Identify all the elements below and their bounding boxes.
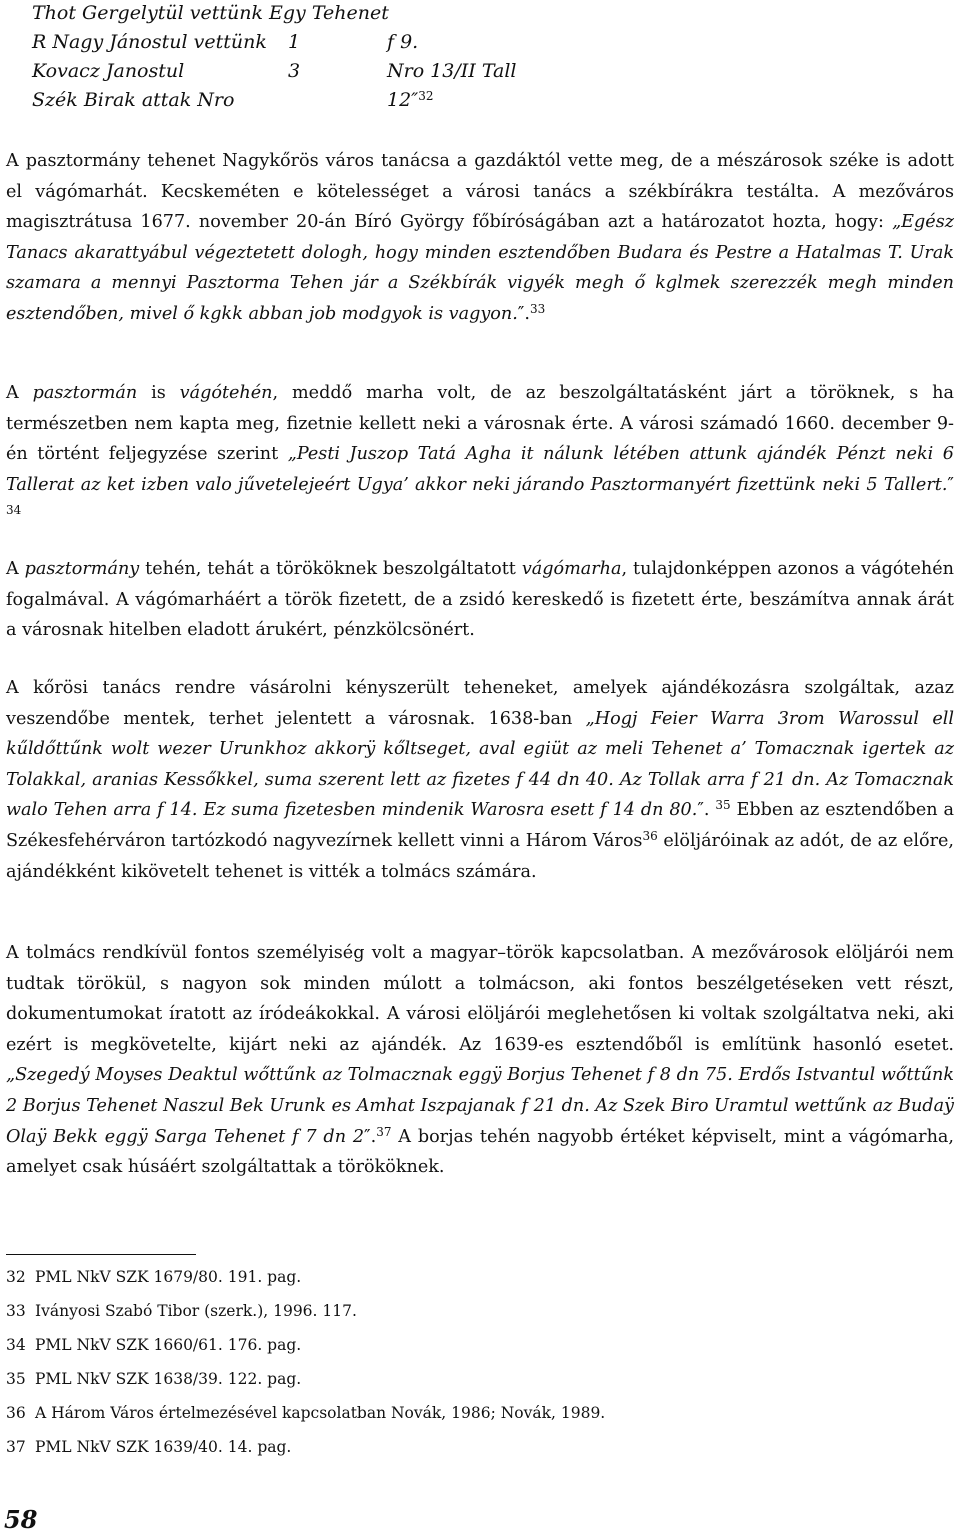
paragraph-text: ″. (517, 303, 530, 324)
italic-term: pasztormán (32, 383, 138, 403)
paragraph-text: ″. (364, 1126, 377, 1147)
quotation: „Egész Tanacs akarattyábul végeztetett dologh, hogy minden esztendőben Budara és Pestre a Hatalmas T. Urak szamara a mennyi Pasztorma Tehen jár a Székbírák vigyék megh ő kglmek szerezzék megh minden esztendőben, mivel ő kgkk abban job modgyok is vagyon. (6, 212, 954, 324)
footnote-text: PML NkV SZK 1639/40. 14. pag. (35, 1438, 292, 1456)
paragraph-text: A borjas tehén nagyobb értéket képviselt, mint a vágómarha, amelyet csak húsáért szolgáltattak a törököknek. (6, 1126, 954, 1178)
ledger-entry-name: R Nagy Jánostul vettünk (32, 31, 267, 53)
paragraph-text: is (137, 383, 180, 403)
footnote-ref[interactable]: 32 (418, 89, 434, 103)
quotation: „Szegedý Moyses Deaktul wőttűnk az Tolmacznak eggÿ Borjus Tehenet f 8 dn 75. Erdős Istvantul wőttűnk 2 Borjus Tehenet Naszul Bek Urunk es Amhat Iszpajanak f 21 dn. Az Szek Biro Uramtul wettűnk az Budaÿ Olaÿ Bekk eggÿ Sarga Tehenet f 7 dn 2 (6, 1065, 954, 1147)
paragraph-text: A tolmács rendkívül fontos személyiség volt a magyar–török kapcsolatban. A mezővárosok elöljárói nem tudtak törökül, s nagyon sok minden múlott a tolmácson, aki fontos beszélgetéseken vett részt, dokumentumokat íratott az íródeákokkal. A városi elöljárói meglehetősen ki voltak szolgáltatva neki, aki ezért is megkövetelte, kijárt neki az ajándék. Az 1639-es esztendőből is említünk hasonló esetet. (6, 943, 954, 1055)
footnote-ref[interactable]: 37 (376, 1124, 392, 1139)
ledger-entry-price (387, 87, 434, 113)
footnote-ref[interactable]: 33 (529, 301, 546, 316)
ledger-entry-quantity: 1 (288, 31, 301, 53)
quotation: „Pesti Juszop Tatá Agha it nálunk létében attunk ajándék Pénzt neki 6 Tallerat az ket izben valo jűvetelejeért Ugya’ akkor neki járando Pasztormanyért fizettünk neki 5 Tallert. (6, 444, 954, 495)
body-paragraph (6, 554, 954, 646)
footnote-number: 37 (6, 1438, 26, 1456)
footnote (6, 1368, 301, 1390)
ledger-entry-quantity: 3 (288, 60, 301, 82)
italic-term: vágótehén (179, 383, 273, 403)
page-number: 58 (4, 1505, 38, 1534)
footnote-text: Iványosi Szabó Tibor (szerk.), 1996. 117. (35, 1302, 357, 1320)
ledger-entry-name: Thot Gergelytül vettünk Egy Tehenet (32, 2, 389, 24)
footnote-number: 34 (6, 1336, 26, 1354)
footnote-number: 33 (6, 1302, 26, 1320)
body-paragraph (6, 673, 954, 887)
footnote (6, 1300, 357, 1322)
italic-term: pasztormány (24, 559, 140, 579)
footnote (6, 1402, 605, 1424)
italic-term: vágómarha (521, 559, 622, 579)
footnote-text: PML NkV SZK 1638/39. 122. pag. (35, 1370, 302, 1388)
footnote-number: 32 (6, 1268, 26, 1286)
footnote-number: 36 (6, 1404, 26, 1422)
paragraph-text: , meddő marha volt, de az beszolgáltatásként járt a töröknek, s ha természetben nem kapta meg, fizetnie kellett neki a városnak érte. A városi számadó 1660. december 9-én történt feljegyzése szerint (6, 383, 954, 465)
paragraph-text: ″. (697, 800, 716, 821)
footnote (6, 1436, 291, 1458)
paragraph-text: A (6, 559, 25, 579)
body-paragraph (6, 938, 954, 1183)
body-paragraph (6, 146, 954, 330)
footnote-ref[interactable]: 34 (6, 503, 22, 518)
footnote-divider (6, 1254, 196, 1255)
footnote (6, 1266, 301, 1288)
ledger-entry-name: Szék Birak attak Nro (32, 89, 235, 111)
footnote (6, 1334, 301, 1356)
footnote-text: PML NkV SZK 1679/80. 191. pag. (35, 1268, 302, 1286)
body-paragraph (6, 378, 954, 531)
ledger-entry-price: Nro 13/II Tall (387, 60, 517, 82)
ledger-price-value: 12″ (387, 89, 419, 111)
ledger-entry-price: f 9. (387, 31, 419, 53)
paragraph-text: , tulajdonképpen azonos a vágótehén fogalmával. A vágómarháért a török fizetett, de a zsidó kereskedő is fizetett érte, beszámítva annak árát a városnak hitelben eladott árukért, pénzkölcsönért. (6, 559, 954, 641)
paragraph-text: A pasztormány tehenet Nagykőrös város tanácsa a gazdáktól vette meg, de a mészárosok széke is adott el vágómarhát. Kecskeméten e kötelességet a városi tanács a székbírákra testálta. A mezőváros magisztrátusa 1677. november 20-án Bíró György főbíróságában azt a határozatot hozta, hogy: (6, 151, 954, 233)
footnote-ref[interactable]: 36 (642, 828, 658, 843)
ledger-entry-name: Kovacz Janostul (32, 60, 185, 82)
paragraph-text: tehén, tehát a törököknek beszolgáltatott (139, 559, 522, 579)
footnote-text: PML NkV SZK 1660/61. 176. pag. (35, 1336, 302, 1354)
paragraph-text: Ebben az esztendőben a Székesfehérváron tartózkodó nagyvezírnek kellett vinni a Három Város (6, 800, 954, 851)
footnote-ref[interactable]: 35 (715, 798, 731, 813)
paragraph-text: A (6, 383, 33, 403)
quotation: „Hogj Feier Warra 3rom Warossul ell kűldőttűnk wolt wezer Urunkhoz akkorÿ kőltseget, aval egiüt az meli Tehenet a’ Tomacznak igertek az Tolakkal, aranias Kessőkkel, suma szerent lett az fizetes f 44 dn 40. Az Tollak arra f 21 dn. Az Tomacznak walo Tehen arra f 14. Ez suma fizetesben mindenik Warosra esett f 14 dn 80. (6, 708, 955, 821)
footnote-text: A Három Város értelmezésével kapcsolatban Novák, 1986; Novák, 1989. (35, 1404, 606, 1422)
paragraph-text: elöljáróinak az adót, de az előre, ajándékként kikövetelt tehenet is vitték a tolmács számára. (6, 830, 954, 882)
paragraph-text: A kőrösi tanács rendre vásárolni kényszerült teheneket, amelyek ajándékozásra szolgáltak, azaz veszendőbe mentek, terhet jelentett a városnak. 1638-ban (6, 678, 954, 729)
paragraph-text: ″ (947, 474, 954, 495)
footnote-number: 35 (6, 1370, 26, 1388)
